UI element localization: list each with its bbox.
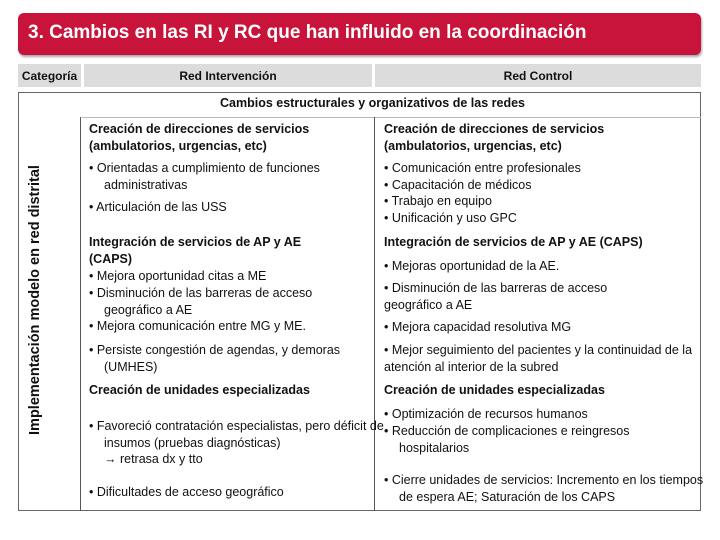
rc-bullet: • Disminución de las barreras de acceso geográfico a AE <box>384 281 608 312</box>
header-rc-label: Red Control <box>503 68 573 83</box>
ri-bullet: • Mejora comunicación entre MG y ME. <box>89 319 306 333</box>
header-category <box>18 64 81 87</box>
ri-bullet: • Orientadas a cumplimiento de funciones administrativas <box>89 161 320 192</box>
rc-heading-unidades: Creación de unidades especializadas <box>384 383 605 397</box>
ri-bullet: • Articulación de las USS <box>89 200 227 214</box>
row-divider <box>82 117 701 118</box>
header-ri-label: Red Intervención <box>179 68 277 83</box>
rc-bullet: • Optimización de recursos humanos <box>384 407 588 421</box>
slide-title: 3. Cambios en las RI y RC que han influido en la coordinación <box>28 22 587 43</box>
rc-bullet: • Reducción de complicaciones e reingresos hospitalarios <box>384 424 630 455</box>
rc-heading-integracion: Integración de servicios de AP y AE (CAPS) <box>384 235 643 249</box>
rc-bullet: • Trabajo en equipo <box>384 194 492 208</box>
ri-heading-unidades: Creación de unidades especializadas <box>89 383 310 397</box>
header-category-label: Categoría <box>21 68 78 83</box>
rc-bullet: • Comunicación entre profesionales <box>384 161 581 175</box>
rc-bullet: • Capacitación de médicos <box>384 178 532 192</box>
rc-bullet: • Mejor seguimiento del pacientes y la continuidad de la atención al interior de la subred <box>384 343 693 374</box>
rc-bullet: • Mejoras oportunidad de la AE. <box>384 259 560 273</box>
vertical-category-label: Implementación modelo en red distrital <box>27 165 43 435</box>
rc-bullet: • Unificación y uso GPC <box>384 211 517 225</box>
header-red-intervencion <box>84 64 372 87</box>
header-red-control <box>375 64 701 87</box>
ri-bullet: • Favoreció contratación especialistas, pero déficit de insumos (pruebas diagnósticas) <box>89 419 384 450</box>
rc-heading-direcciones: Creación de direcciones de servicios (ambulatorios, urgencias, etc) <box>384 122 605 153</box>
ri-bullet: • Persiste congestión de agendas, y demoras (UMHES) <box>89 343 341 374</box>
title-bar <box>18 13 701 55</box>
ri-heading-direcciones: Creación de direcciones de servicios (ambulatorios, urgencias, etc) <box>89 122 310 153</box>
ri-bullet: • Dificultades de acceso geográfico <box>89 485 284 499</box>
column-divider <box>80 117 81 511</box>
ri-bullet: • Mejora oportunidad citas a ME <box>89 269 267 283</box>
ri-heading-integracion: Integración de servicios de AP y AE (CAPS) <box>89 235 302 266</box>
ri-bullet-continuation: → retrasa dx y tto <box>104 452 203 466</box>
ri-bullet: • Disminución de las barreras de acceso geográfico a AE <box>89 286 313 317</box>
rc-bullet: • Cierre unidades de servicios: Incremento en los tiempos de espera AE; Saturación de los CAPS <box>384 473 704 504</box>
section-title: Cambios estructurales y organizativos de las redes <box>220 96 525 110</box>
rc-bullet: • Mejora capacidad resolutiva MG <box>384 320 572 334</box>
